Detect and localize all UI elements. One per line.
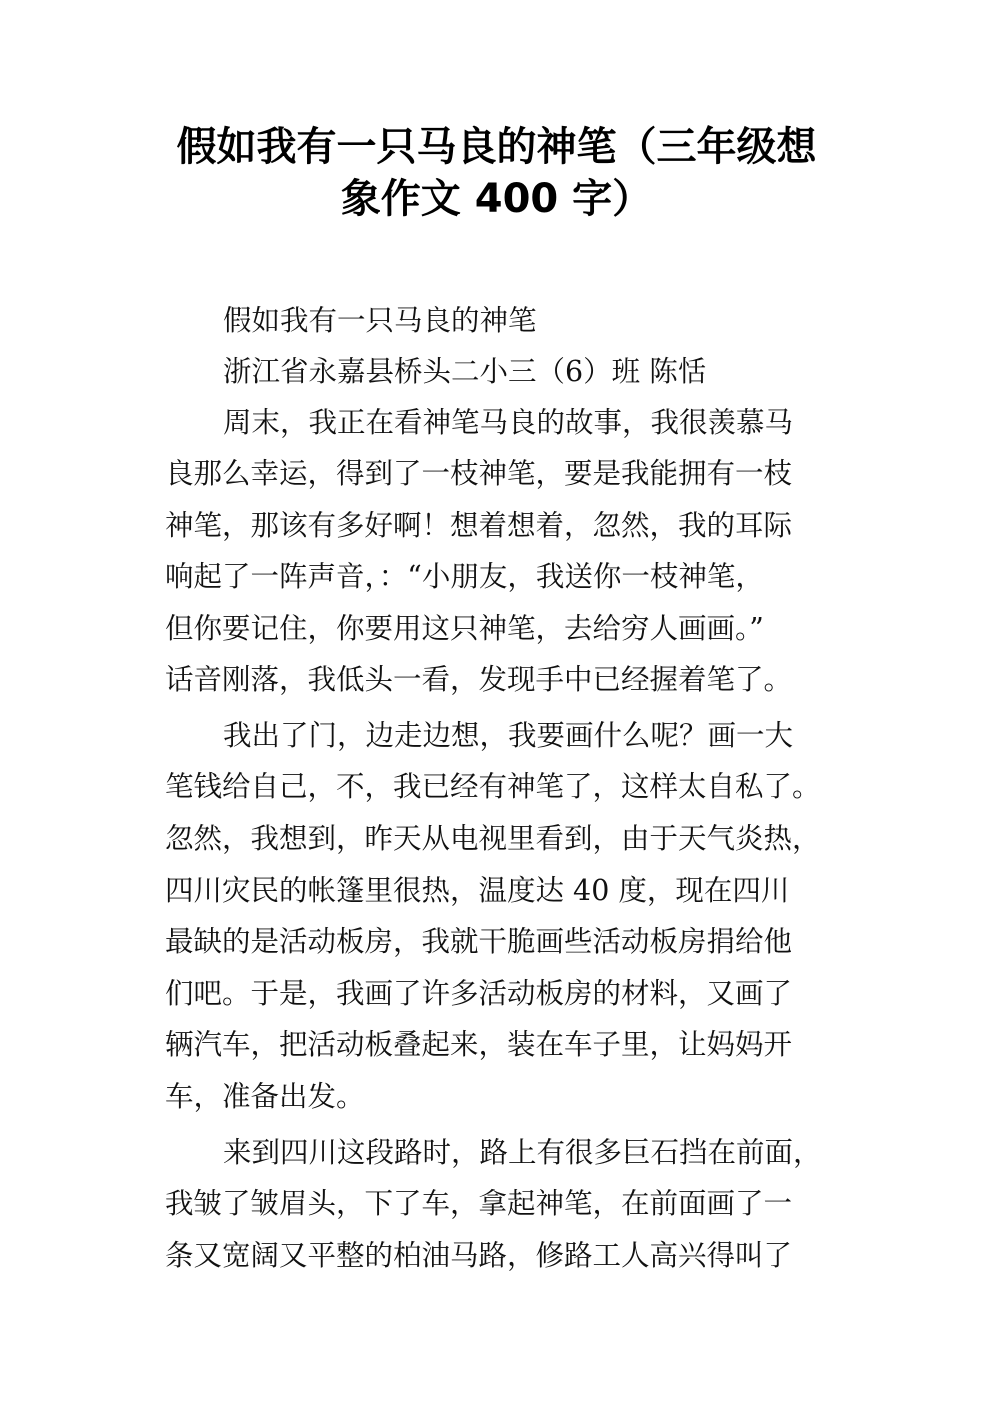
paragraph-2-line-3: 忽然，我想到，昨天从电视里看到，由于天气炎热， [165, 822, 821, 855]
paragraph-2-line-4: 四川灾民的帐篷里很热，温度达 40 度，现在四川 [165, 874, 790, 907]
paragraph-1-line-3: 神笔，那该有多好啊！想着想着，忽然，我的耳际 [165, 509, 793, 542]
paragraph-2-line-7: 辆汽车，把活动板叠起来，装在车子里，让妈妈开 [165, 1028, 793, 1061]
paragraph-1-line-1: 周末，我正在看神笔马良的故事，我很羡慕马 [223, 406, 794, 439]
paragraph-3-line-2: 我皱了皱眉头，下了车，拿起神笔，在前面画了一 [165, 1187, 793, 1220]
paragraph-3-line-1: 来到四川这段路时，路上有很多巨石挡在前面， [223, 1136, 822, 1169]
paragraph-2-line-5: 最缺的是活动板房，我就干脆画些活动板房捐给他 [165, 925, 793, 958]
paragraph-1-line-4: 响起了一阵声音，：“小朋友，我送你一枝神笔， [165, 560, 764, 593]
document-title-line-1: 假如我有一只马良的神笔（三年级想 [176, 124, 817, 170]
paragraph-2-line-6: 们吧。于是，我画了许多活动板房的材料，又画了 [165, 977, 793, 1010]
paragraph-2-line-1: 我出了门，边走边想，我要画什么呢？画一大 [223, 719, 794, 752]
essay-title: 假如我有一只马良的神笔 [223, 304, 537, 337]
paragraph-1-line-5: 但你要记住，你要用这只神笔，去给穷人画画。” [165, 612, 764, 645]
paragraph-1-line-6: 话音刚落，我低头一看，发现手中已经握着笔了。 [165, 663, 793, 696]
paragraph-3-line-3: 条又宽阔又平整的柏油马路，修路工人高兴得叫了 [165, 1239, 793, 1272]
author-line: 浙江省永嘉县桥头二小三（6）班 陈恬 [223, 355, 707, 388]
paragraph-1-line-2: 良那么幸运，得到了一枝神笔，要是我能拥有一枝 [165, 457, 793, 490]
paragraph-2-line-8: 车，准备出发。 [165, 1080, 365, 1113]
document-title-line-2: 象作文 400 字） [340, 176, 653, 222]
paragraph-2-line-2: 笔钱给自己，不，我已经有神笔了，这样太自私了。 [165, 770, 821, 803]
